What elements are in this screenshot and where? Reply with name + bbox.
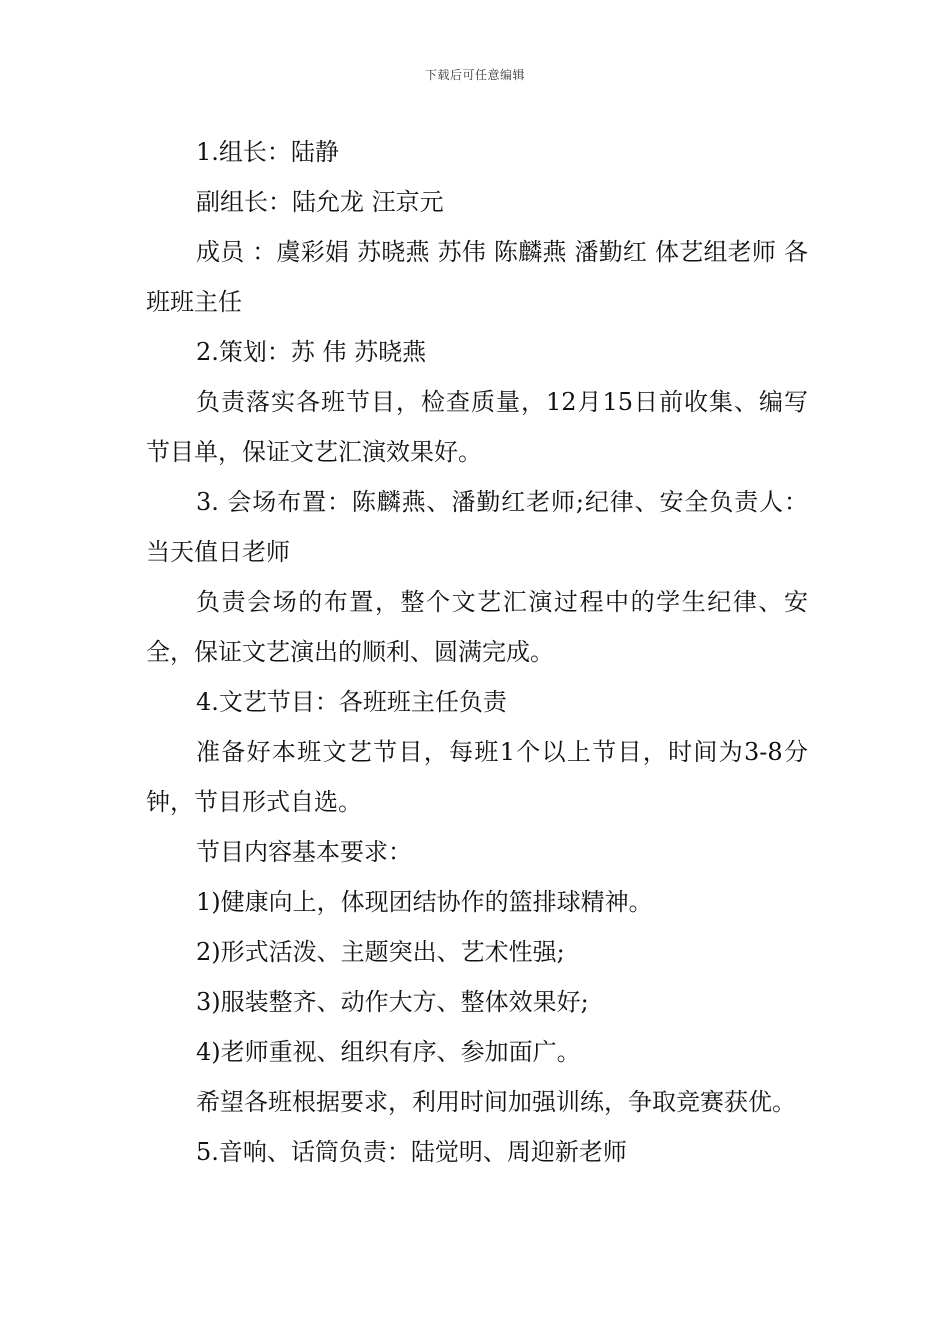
paragraph-programs-duty: 准备好本班文艺节目，每班1个以上节目，时间为3-8分钟，节目形式自选。 — [146, 738, 808, 816]
paragraph-deputy-leader: 副组长：陆允龙 汪京元 — [196, 188, 444, 216]
paragraph-venue-duty: 负责会场的布置，整个文艺汇演过程中的学生纪律、安全，保证文艺演出的顺利、圆满完成。 — [146, 588, 808, 666]
paragraph-requirement-2: 2)形式活泼、主题突出、艺术性强; — [196, 938, 565, 966]
paragraph-audio: 5.音响、话筒负责：陆觉明、周迎新老师 — [196, 1138, 627, 1166]
paragraph-leader: 1.组长：陆静 — [196, 138, 339, 166]
paragraph-requirement-3: 3)服装整齐、动作大方、整体效果好; — [196, 988, 589, 1016]
paragraph-planning: 2.策划：苏 伟 苏晓燕 — [196, 338, 427, 366]
paragraph-venue-setup: 3. 会场布置：陈麟燕、潘勤红老师;纪律、安全负责人：当天值日老师 — [146, 488, 808, 566]
document-body — [146, 127, 808, 1177]
paragraph-requirement-4: 4)老师重视、组织有序、参加面广。 — [196, 1038, 581, 1066]
paragraph-requirements-heading: 节目内容基本要求： — [196, 838, 412, 866]
paragraph-planning-duty: 负责落实各班节目，检查质量，12月15日前收集、编写节目单，保证文艺汇演效果好。 — [146, 388, 808, 466]
paragraph-requirement-1: 1)健康向上，体现团结协作的篮排球精神。 — [196, 888, 653, 916]
paragraph-members: 成员 ：虞彩娟 苏晓燕 苏伟 陈麟燕 潘勤红 体艺组老师 各班班主任 — [146, 238, 808, 316]
paragraph-encouragement: 希望各班根据要求，利用时间加强训练，争取竞赛获优。 — [196, 1088, 796, 1116]
page-header: 下载后可任意编辑 — [424, 68, 525, 82]
paragraph-programs: 4.文艺节目：各班班主任负责 — [196, 688, 507, 716]
